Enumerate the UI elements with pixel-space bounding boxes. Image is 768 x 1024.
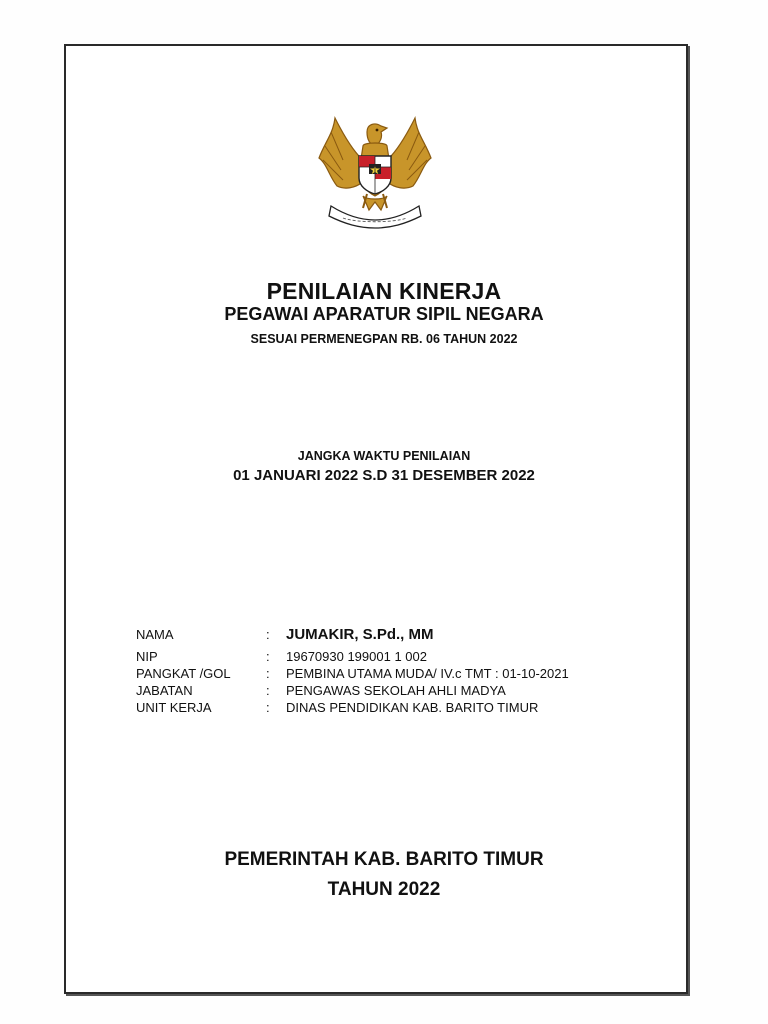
employee-nip: 19670930 199001 1 002 [286, 649, 427, 664]
field-label: NAMA [136, 627, 174, 642]
employee-position: PENGAWAS SEKOLAH AHLI MADYA [286, 683, 506, 698]
field-separator: : [266, 627, 270, 642]
field-separator: : [266, 666, 270, 681]
info-row-nama [136, 624, 636, 648]
employee-info-block [136, 624, 636, 716]
assessment-period-value: 01 JANUARI 2022 S.D 31 DESEMBER 2022 [233, 467, 535, 484]
field-label: JABATAN [136, 683, 193, 698]
assessment-period-label: JANGKA WAKTU PENILAIAN [297, 449, 471, 463]
info-row-pangkat [136, 665, 636, 682]
employee-rank: PEMBINA UTAMA MUDA/ IV.c TMT : 01-10-2021 [286, 666, 569, 681]
government-name: PEMERINTAH KAB. BARITO TIMUR [224, 849, 544, 870]
field-separator: : [266, 683, 270, 698]
document-subtitle: PEGAWAI APARATUR SIPIL NEGARA [224, 304, 544, 324]
garuda-emblem-icon [313, 112, 437, 232]
field-separator: : [266, 700, 270, 715]
field-separator: : [266, 649, 270, 664]
info-row-unit-kerja [136, 699, 636, 716]
employee-name: JUMAKIR, S.Pd., MM [286, 626, 434, 643]
document-title: PENILAIAN KINERJA [266, 278, 502, 304]
field-label: UNIT KERJA [136, 700, 212, 715]
document-year: TAHUN 2022 [327, 879, 441, 900]
field-label: NIP [136, 649, 158, 664]
info-row-jabatan [136, 682, 636, 699]
info-row-nip [136, 648, 636, 665]
regulation-reference: SESUAI PERMENEGPAN RB. 06 TAHUN 2022 [250, 332, 518, 346]
employee-unit: DINAS PENDIDIKAN KAB. BARITO TIMUR [286, 700, 539, 715]
field-label: PANGKAT /GOL [136, 666, 231, 681]
